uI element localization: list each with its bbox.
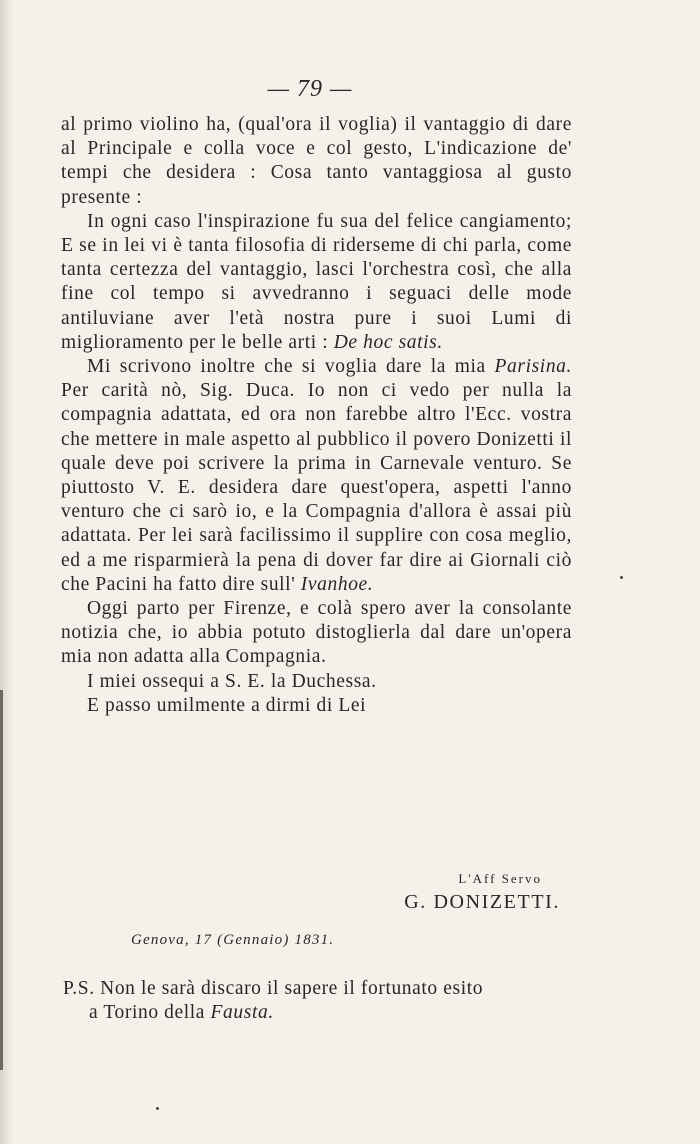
paragraph-3 <box>61 355 572 597</box>
postscript-line-2 <box>63 1001 574 1025</box>
paper-speck <box>156 1107 159 1110</box>
latin-phrase: De hoc satis. <box>333 331 443 353</box>
paragraph-1-text: al primo violino ha, (qual'ora il voglia) il vantaggio di dare al Principale e colla voce e col gesto, L'indicazione de' tempi che desidera : Cosa tanto vantaggiosa al gusto presente : <box>61 114 572 208</box>
postscript-line-2-text: a Torino della <box>89 1002 211 1024</box>
postscript <box>63 977 574 1025</box>
paper-speck <box>620 576 623 579</box>
paragraph-1 <box>61 113 572 210</box>
page-number: — 79 — <box>267 76 353 102</box>
paragraph-5-text: I miei ossequi a S. E. la Duchessa. <box>87 670 377 692</box>
signature-servo: L'Aff Servo <box>458 871 542 886</box>
paragraph-2 <box>61 210 572 355</box>
place-date: Genova, 17 (Gennaio) 1831. <box>131 932 335 948</box>
signature-block <box>360 870 560 916</box>
postscript-line-1: P.S. Non le sarà discaro il sapere il fortunato esito <box>63 978 484 999</box>
paragraph-2-text: In ogni caso l'inspirazione fu sua del felice cangiamento; E se in lei vi è tanta filosofia di riderseme di chi parla, come tanta certezza del vantaggio, lasci l'orchestra così, che alla fine col tempo si avvedranno i seguaci delle mode antiluviane aver l'età nostra pure i suoi Lumi di miglioramento per le belle arti : <box>61 210 572 353</box>
paragraph-6-text: E passo umilmente a dirmi di Lei <box>87 694 367 716</box>
binding-edge <box>0 690 3 1070</box>
letter-body <box>61 113 572 718</box>
paragraph-6 <box>61 694 572 718</box>
paragraph-5 <box>61 670 572 694</box>
paragraph-4-text: Oggi parto per Firenze, e colà spero aver la consolante notizia che, io abbia potuto distoglierla dal dare un'opera mia non adatta alla Compagnia. <box>61 598 572 668</box>
opera-title-parisina: Parisina. <box>494 356 572 378</box>
opera-title-fausta: Fausta. <box>210 1002 274 1024</box>
paragraph-4 <box>61 597 572 670</box>
paragraph-3-text-start: Mi scrivono inoltre che si voglia dare la mia <box>87 356 495 378</box>
signature-name: G. DONIZETTI. <box>404 891 560 913</box>
opera-title-ivanhoe: Ivanhoe. <box>300 573 374 595</box>
paragraph-3-text-mid: Per carità nò, Sig. Duca. Io non ci vedo per nulla la compagnia adattata, ed ora non farebbe altro l'Ecc. vostra che mettere in male aspetto al pubblico il povero Donizetti il quale deve poi scrivere la prima in Carnevale venturo. Se piuttosto V. E. desidera dare quest'opera, aspetti l'anno venturo che ci sarò io, e la Compagnia d'allora è assai più adattata. Per lei sarà facilissimo il supplire con cosa meglio, ed a me risparmierà la pena di dover far dire ai Giornali ciò che Pacini ha fatto dire sull' <box>61 380 572 595</box>
